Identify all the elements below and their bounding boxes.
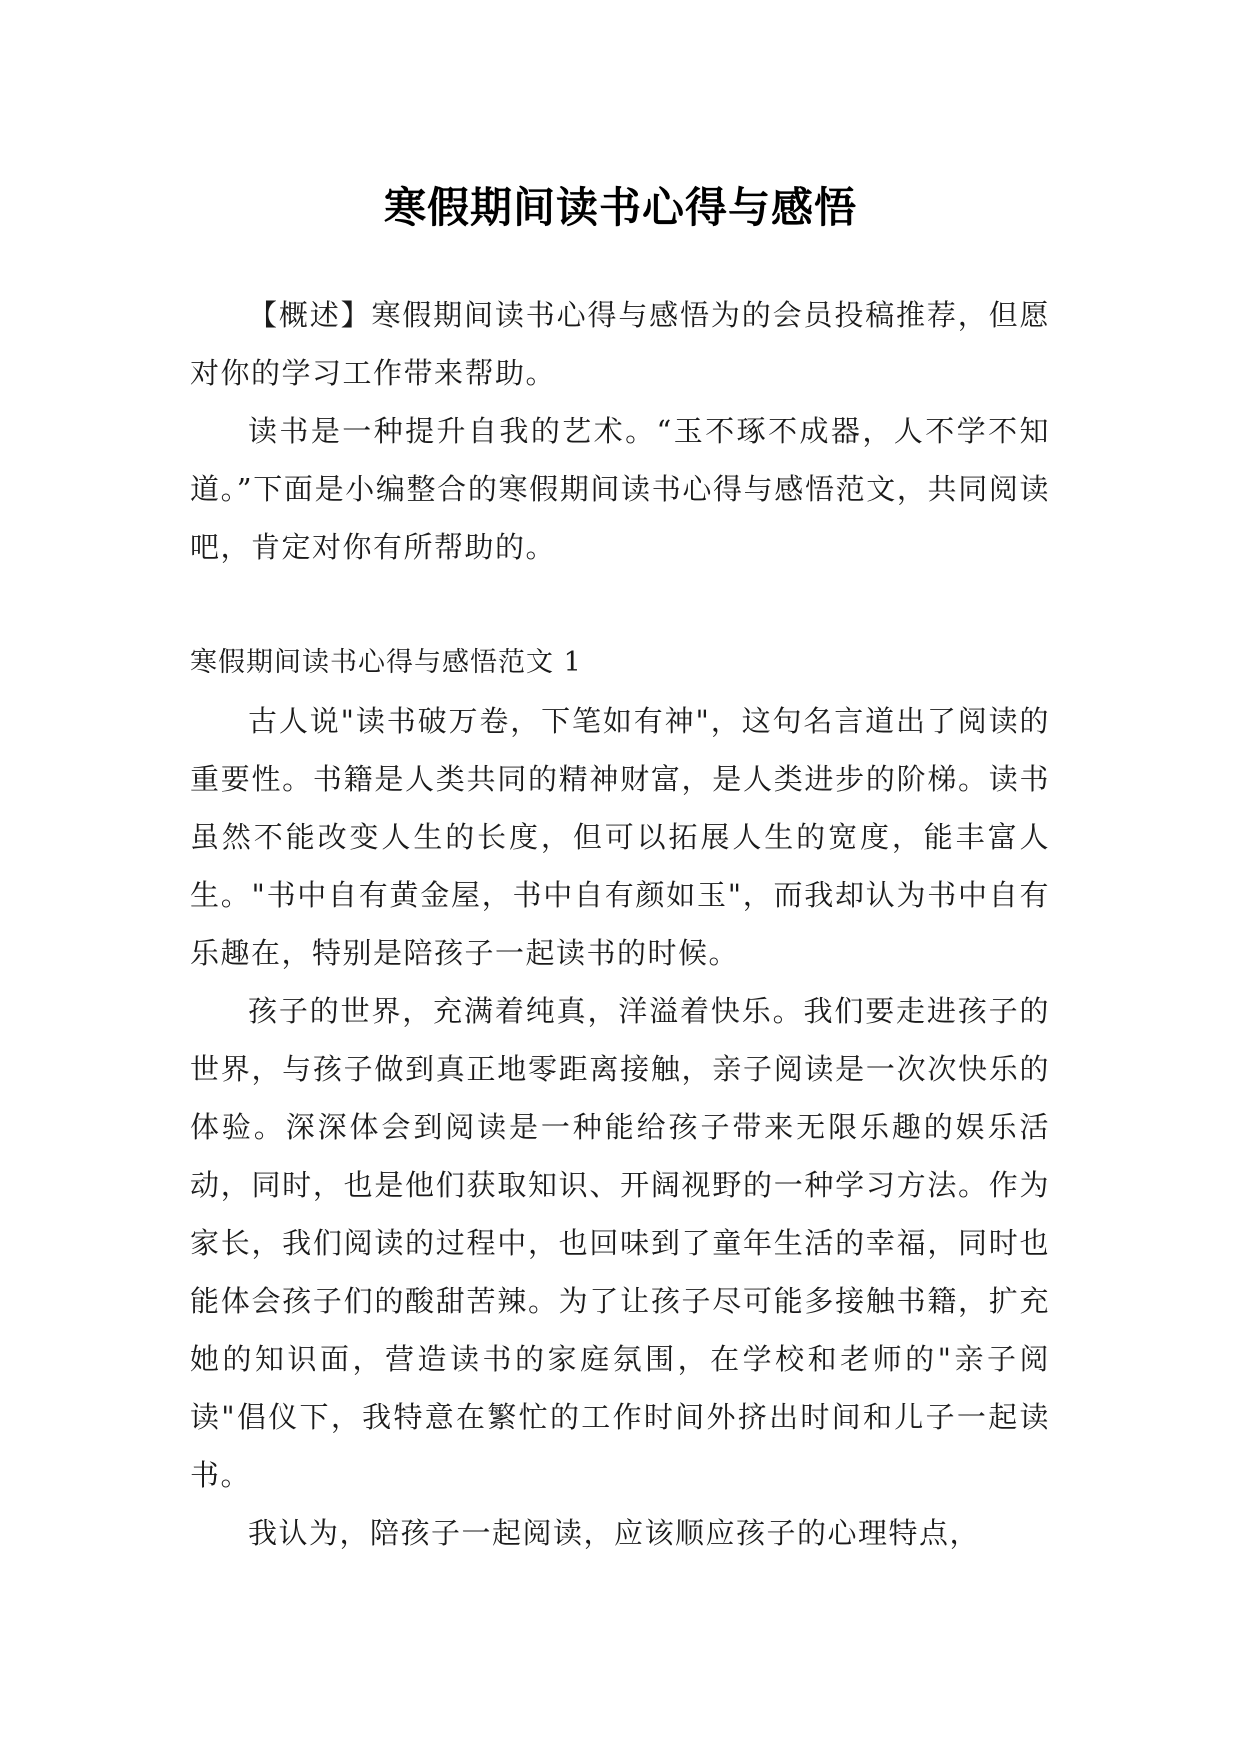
body-paragraph-1: 古人说"读书破万卷，下笔如有神"，这句名言道出了阅读的重要性。书籍是人类共同的精神财富，是人类进步的阶梯。读书虽然不能改变人生的长度，但可以拓展人生的宽度，能丰富人生。"书中自有黄金屋，书中自有颜如玉"，而我却认为书中自有乐趣在，特别是陪孩子一起读书的时候。 xyxy=(190,704,1050,970)
body-paragraph-3: 我认为，陪孩子一起阅读，应该顺应孩子的心理特点， xyxy=(248,1516,981,1550)
section-heading: 寒假期间读书心得与感悟范文 1 xyxy=(190,647,582,678)
section-spacer xyxy=(190,576,1050,634)
intro-paragraph-lead: 读书是一种提升自我的艺术。“玉不琢不成器，人不学不知道。”下面是小编整合的寒假期间读书心得与感悟范文，共同阅读吧，肯定对你有所帮助的。 xyxy=(190,414,1050,564)
document-title: 寒假期间读书心得与感悟 xyxy=(383,183,857,233)
intro-paragraph-summary: 【概述】寒假期间读书心得与感悟为的会员投稿推荐，但愿对你的学习工作带来帮助。 xyxy=(190,298,1050,390)
body-paragraph-2: 孩子的世界，充满着纯真，洋溢着快乐。我们要走进孩子的世界，与孩子做到真正地零距离接触，亲子阅读是一次次快乐的体验。深深体会到阅读是一种能给孩子带来无限乐趣的娱乐活动，同时，也是他们获取知识、开阔视野的一种学习方法。作为家长，我们阅读的过程中，也回味到了童年生活的幸福，同时也能体会孩子们的酸甜苦辣。为了让孩子尽可能多接触书籍，扩充她的知识面，营造读书的家庭氛围，在学校和老师的"亲子阅读"倡仪下，我特意在繁忙的工作时间外挤出时间和儿子一起读书。 xyxy=(190,994,1050,1492)
document-body xyxy=(190,286,1050,1562)
